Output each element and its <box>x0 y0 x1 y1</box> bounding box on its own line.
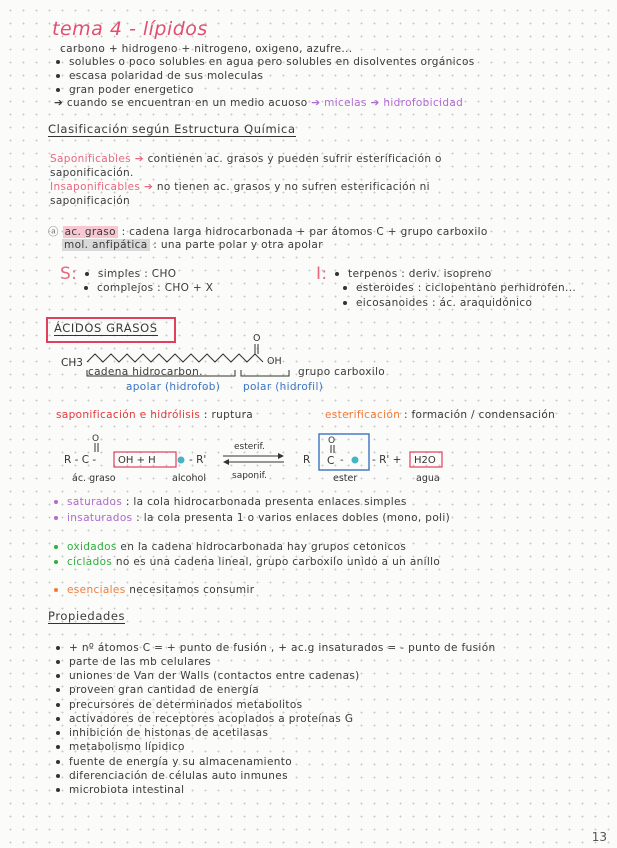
label-ester: ester <box>333 473 358 484</box>
page-title: tema 4 - lípidos <box>52 18 208 40</box>
bullet-icon <box>85 272 89 276</box>
bullet-icon <box>54 560 58 564</box>
reaction-h2o: H2O <box>414 455 436 466</box>
arrow-line-text: cuando se encuentran en un medio acuoso <box>66 97 308 109</box>
hydrocarbon-chain <box>87 354 263 362</box>
s-item: complejos : CHO + X <box>97 282 214 294</box>
s-group-2 <box>84 282 213 294</box>
property-text: + nº átomos C = + punto de fusión , + ac.g insaturados = - punto de fusión <box>69 642 496 654</box>
apolar-label: apolar (hidrofob) <box>126 381 221 393</box>
properties-heading <box>48 609 125 623</box>
essential-def: necesitamos consumir <box>129 584 255 596</box>
property-text: parte de las mb celulares <box>69 656 212 668</box>
bullet-icon <box>54 500 58 504</box>
property-item <box>56 684 259 696</box>
properties-heading-text: Propiedades <box>48 609 126 623</box>
mol-def: : una parte polar y otra apolar <box>153 239 323 251</box>
bullet-icon <box>56 88 60 92</box>
property-text: uniones de Van der Walls (contactos entre cadenas) <box>69 670 360 682</box>
oxygen-atom-icon <box>178 457 185 464</box>
reaction-r-prime: - R' <box>189 454 207 466</box>
esterification-reaction <box>60 428 460 490</box>
reaction-oxygen-top: O <box>92 434 100 444</box>
s-item: simples : CHO <box>97 268 177 280</box>
bullet-icon <box>56 745 60 749</box>
chain-label: cadena hidrocarbon. <box>88 366 203 378</box>
property-text: metabolismo lípidico <box>69 741 185 753</box>
ac-graso-term: ac. graso <box>64 226 116 238</box>
i-item: esteroides : ciclopentano perhidrofen... <box>356 282 577 294</box>
property-item <box>56 670 360 682</box>
insaponificables-term: Insaponificables <box>50 181 141 193</box>
circled-a-icon: ⓐ <box>48 226 59 238</box>
bullet-icon <box>54 516 58 520</box>
bullet-icon <box>54 588 58 592</box>
group-label: grupo carboxilo <box>298 366 386 378</box>
property-item <box>56 741 185 753</box>
ac-graso-def: : cadena larga hidrocarbonada + par átomos C + grupo carboxilo <box>121 226 488 238</box>
intro-bullet-text: escasa polaridad de sus moleculas <box>69 70 264 82</box>
arrow-head-icon <box>223 459 229 465</box>
s-letter: S: <box>60 264 78 284</box>
oxygen-atom-icon <box>352 457 359 464</box>
bullet-icon <box>343 286 347 290</box>
saponificables-line <box>50 153 442 165</box>
bullet-icon <box>56 717 60 721</box>
esterification-line <box>325 409 555 421</box>
classification-heading-text: Clasificación según Estructura Química <box>48 122 296 136</box>
polar-label: polar (hidrofil) <box>243 381 324 393</box>
property-item <box>56 656 211 668</box>
ester-dash: - <box>340 455 344 466</box>
label-water: agua <box>416 473 440 484</box>
arrow-right-icon: ➔ <box>54 97 64 109</box>
property-item <box>56 699 302 711</box>
intro-bullet <box>56 84 194 96</box>
intro-bullet-text: gran poder energetico <box>69 84 194 96</box>
fatty-type-item <box>54 512 450 524</box>
property-text: proveen gran cantidad de energía <box>69 684 260 696</box>
fatty-acids-heading-text: ÁCIDOS GRASOS <box>54 321 158 335</box>
mol-line <box>62 239 323 251</box>
i-letter: I: <box>316 264 328 284</box>
intro-bullet <box>56 70 263 82</box>
property-text: diferenciación de células auto inmunes <box>69 770 288 782</box>
label-acid: ác. graso <box>72 473 116 484</box>
label-alcohol: alcohol <box>172 473 206 484</box>
saponificables-term: Saponificables <box>50 153 131 165</box>
bullet-icon <box>343 301 347 305</box>
arrow-right-icon: ➔ <box>370 97 380 109</box>
arrow-right-icon: ➔ <box>143 181 154 193</box>
ac-graso-line <box>48 224 488 239</box>
mol-term: mol. anfipática <box>64 239 148 251</box>
fatty-type-def: : la cola hidrocarbonada presenta enlaces simples <box>125 496 407 508</box>
oxidized-term: ciclados <box>67 556 113 568</box>
bullet-icon <box>54 545 58 549</box>
ch3-label: CH3 <box>61 357 83 369</box>
i-group-3 <box>343 297 532 309</box>
bullet-icon <box>335 272 339 276</box>
saponificables-def2: saponificación. <box>50 167 134 179</box>
ester-carbon: C <box>327 455 335 467</box>
oh-label: OH <box>267 356 282 367</box>
bullet-icon <box>56 674 60 678</box>
esterification-def: : formación / condensación <box>403 409 556 421</box>
bullet-icon <box>56 60 60 64</box>
intro-bullet <box>56 56 475 68</box>
oxidized-term: oxidados <box>67 541 117 553</box>
reaction-oh-h: OH + H <box>118 455 156 466</box>
bullet-icon <box>56 731 60 735</box>
property-item <box>56 756 292 768</box>
essential-term: esenciales <box>67 584 126 596</box>
bullet-icon <box>56 646 60 650</box>
oxidized-def: no es una cadena lineal, grupo carboxilo unido a un anillo <box>115 556 441 568</box>
oxygen-label: O <box>253 333 261 344</box>
property-text: microbiota intestinal <box>69 784 185 796</box>
property-text: activadores de receptores acoplados a proteínas G <box>69 713 354 725</box>
group-bracket <box>241 370 289 376</box>
bullet-icon <box>56 660 60 664</box>
property-item <box>56 713 353 725</box>
property-text: inhibición de histonas de acetilasas <box>69 727 269 739</box>
oxidized-item <box>54 541 406 553</box>
essential-item <box>54 584 254 596</box>
i-item: eicosanoides : ác. araquidónico <box>356 297 533 309</box>
classification-heading <box>48 122 296 136</box>
property-item <box>56 727 268 739</box>
arrow-right-icon: ➔ <box>311 97 321 109</box>
bullet-icon <box>56 774 60 778</box>
property-item <box>56 784 184 796</box>
intro-bullet-text: solubles o poco solubles en agua pero solubles en disolventes orgánicos <box>69 56 475 68</box>
property-text: fuente de energía y su almacenamiento <box>69 756 293 768</box>
bullet-icon <box>56 760 60 764</box>
saponification-def: : ruptura <box>203 409 254 421</box>
saponification-term: saponificación e hidrólisis <box>56 409 201 421</box>
arrow-top-label: esterif. <box>234 442 265 452</box>
reaction-r-ester: R <box>303 454 311 466</box>
fatty-acid-diagram <box>55 330 415 400</box>
oxidized-item <box>54 556 440 568</box>
bullet-icon <box>56 703 60 707</box>
saponification-line <box>56 409 253 421</box>
intro-arrow-line <box>54 97 463 109</box>
oxidized-def: en la cadena hidrocarbonada hay grupos cetonicos <box>120 541 407 553</box>
arrow-right-icon: ➔ <box>134 153 144 165</box>
fatty-type-term: saturados <box>67 496 123 508</box>
bullet-icon <box>84 286 88 290</box>
i-group <box>316 264 492 284</box>
saponificables-def: contienen ac. grasos y pueden sufrir esterificación o <box>147 153 442 165</box>
esterification-term: esterificación <box>325 409 401 421</box>
bullet-icon <box>56 688 60 692</box>
reaction-r-left: R - C - <box>64 454 97 466</box>
ester-oxygen: O <box>328 436 336 446</box>
fatty-type-def: : la cola presenta 1 o varios enlaces dobles (mono, poli) <box>136 512 451 524</box>
composition-line: carbono + hidrogeno + nitrogeno, oxigeno, azufre... <box>60 43 353 55</box>
insaponificables-def2: saponificación <box>50 195 131 207</box>
fatty-type-item <box>54 496 407 508</box>
page-number: 13 <box>591 830 607 844</box>
arrow-bottom-label: saponif. <box>232 471 268 481</box>
i-item: terpenos : deriv. isopreno <box>348 268 492 280</box>
insaponificables-line <box>50 181 430 193</box>
fatty-type-term: insaturados <box>67 512 133 524</box>
bullet-icon <box>56 74 60 78</box>
property-item <box>56 642 495 654</box>
insaponificables-def: no tienen ac. grasos y no sufren esterificación ni <box>156 181 430 193</box>
property-text: precursores de determinados metabolitos <box>69 699 303 711</box>
reaction-r-prime-2: - R' + <box>372 454 402 466</box>
hidrofobicidad-label: hidrofobicidad <box>383 97 464 109</box>
i-group-2 <box>343 282 576 294</box>
bullet-icon <box>56 788 60 792</box>
micelas-label: micelas <box>324 97 367 109</box>
property-item <box>56 770 288 782</box>
s-group <box>60 264 176 284</box>
arrow-head-icon <box>278 453 284 459</box>
